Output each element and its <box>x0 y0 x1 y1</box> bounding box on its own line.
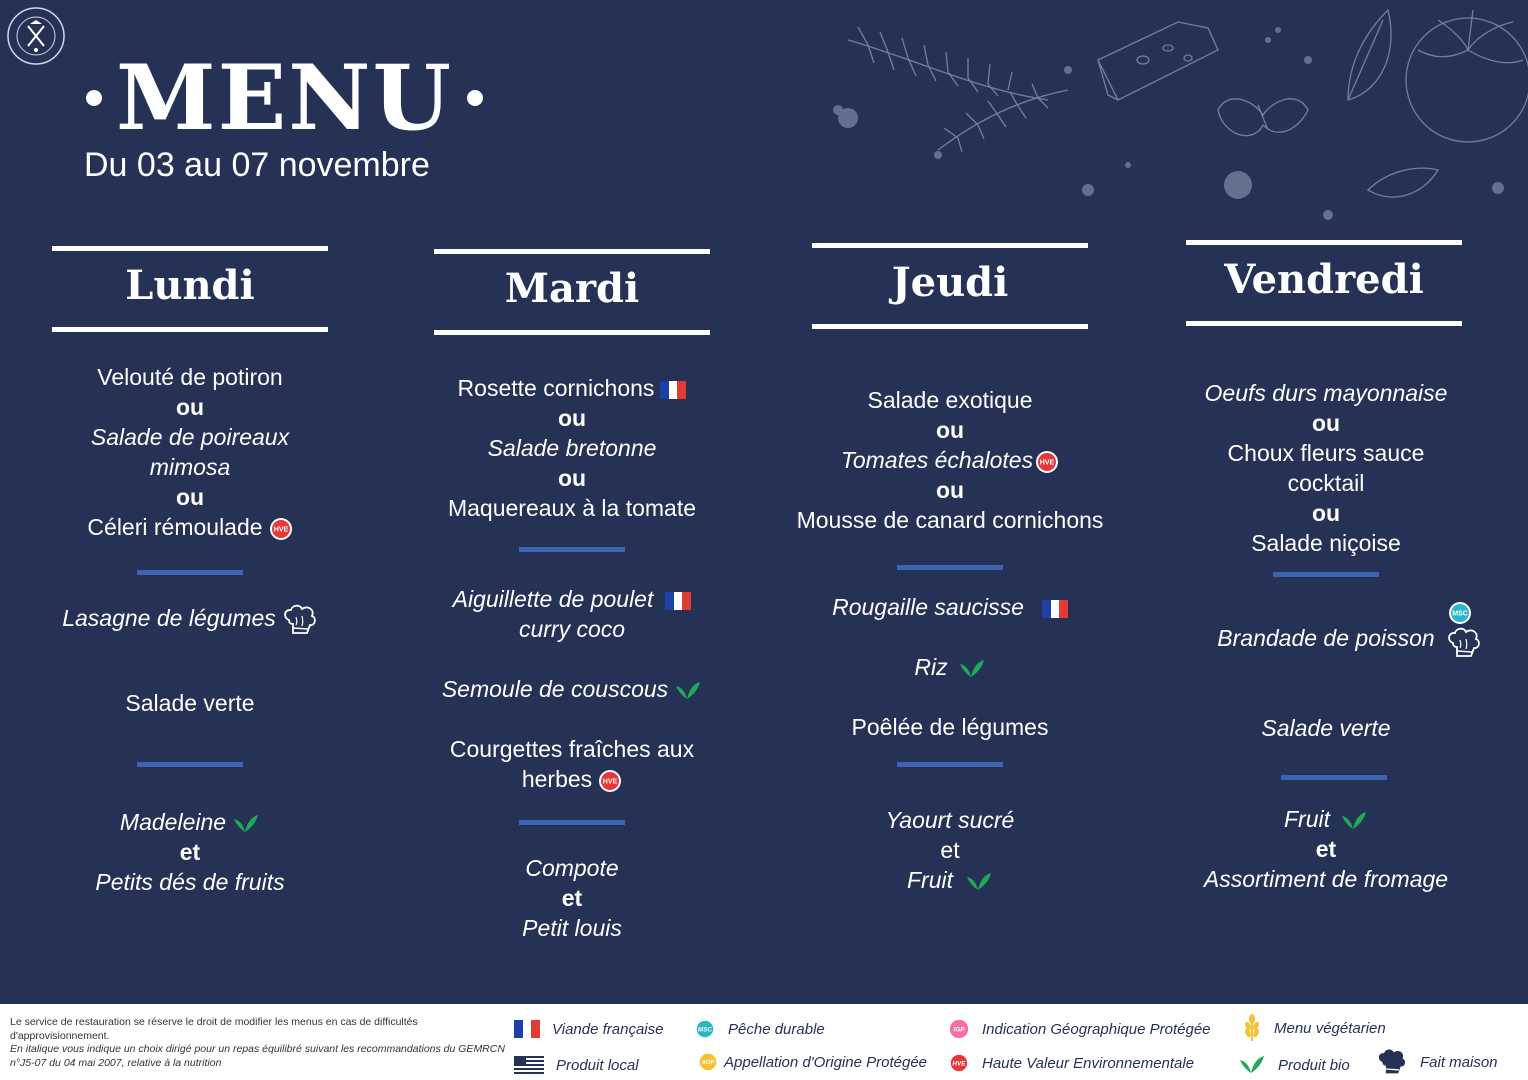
legend-peche-durable <box>694 1018 825 1040</box>
local-flag-icon <box>514 1056 544 1074</box>
menu-item: Rougaille saucisse <box>832 594 1024 620</box>
legend-label: Produit bio <box>1278 1056 1350 1074</box>
menu-item: Rosette cornichons <box>457 375 655 401</box>
header-bar-bottom <box>1186 321 1462 326</box>
or-label: ou <box>1311 410 1341 436</box>
day-column-jeudi <box>760 243 1140 895</box>
school-logo-icon <box>6 6 66 66</box>
and-label: et <box>1315 836 1337 862</box>
menu-item: Brandade de poisson <box>1217 625 1435 651</box>
legend-label: Produit local <box>556 1056 639 1074</box>
disclaimer-text: En italique vous indique un choix dirigé pour un repas équilibré suivant les recommandations du GEMRCN n°J5-07 du 04 mai 2007, relative à la nutrition <box>10 1043 505 1069</box>
header-bar-top <box>52 246 328 251</box>
legend-hve <box>948 1052 1194 1074</box>
header-bar-top <box>812 243 1088 248</box>
menu-item: Salade verte <box>125 689 255 716</box>
hve-badge-icon <box>598 769 622 793</box>
plat-section <box>1136 623 1516 743</box>
day-column-vendredi <box>1136 240 1516 894</box>
menu-item: Salade de poireaux <box>90 424 290 450</box>
plat-section <box>382 584 762 794</box>
menu-item: Salade exotique <box>867 387 1033 413</box>
day-header-vendredi <box>1186 240 1462 326</box>
plat-section <box>760 592 1140 742</box>
french-flag-icon <box>514 1020 540 1038</box>
legend-label: Viande française <box>552 1020 664 1038</box>
legend-fait-maison <box>1376 1048 1498 1076</box>
menu-item: Oeufs durs mayonnaise <box>1204 380 1448 406</box>
bio-leaf-icon <box>958 658 986 680</box>
and-label: et <box>561 885 583 911</box>
dessert-section <box>0 807 380 897</box>
menu-item: Velouté de potiron <box>97 364 283 390</box>
legend-viande-francaise <box>514 1020 663 1038</box>
day-column-lundi <box>0 246 380 897</box>
dessert-section <box>1136 804 1516 894</box>
fait-maison-icon <box>1446 627 1482 659</box>
day-header-mardi <box>434 249 710 335</box>
entree-section <box>0 362 380 542</box>
menu-item: Riz <box>914 654 948 680</box>
menu-title-block <box>72 45 497 151</box>
or-label: ou <box>175 484 205 510</box>
legend-label: Menu végétarien <box>1274 1019 1386 1037</box>
msc-badge-icon <box>1448 601 1472 625</box>
menu-item-row <box>382 674 762 704</box>
entree-section <box>382 373 762 523</box>
menu-item: herbes <box>521 766 593 792</box>
section-separator <box>1281 775 1387 780</box>
legend-label: Haute Valeur Environnementale <box>982 1054 1195 1072</box>
legend-footer <box>0 1004 1528 1080</box>
menu-item-row <box>760 592 1140 622</box>
header-bar-bottom <box>812 324 1088 329</box>
or-label: ou <box>175 394 205 420</box>
menu-item: mimosa <box>149 454 231 480</box>
menu-item: Madeleine <box>119 808 227 835</box>
entree-section <box>760 385 1140 535</box>
legend-vegetarien <box>1242 1014 1386 1042</box>
legend-bio <box>1238 1054 1350 1076</box>
entree-section <box>1136 378 1516 558</box>
bio-leaf-icon <box>965 871 993 893</box>
and-label: et <box>179 838 201 865</box>
header-bar-top <box>1186 240 1462 245</box>
section-separator <box>1273 572 1379 577</box>
section-separator <box>137 762 243 767</box>
dessert-section <box>760 805 1140 895</box>
menu-item-row <box>382 584 762 614</box>
and-label: et <box>940 837 960 863</box>
dessert-section <box>382 853 762 943</box>
menu-item-row <box>760 445 1140 475</box>
legend-label: Pêche durable <box>728 1020 825 1038</box>
menu-item: curry coco <box>518 616 626 642</box>
menu-item-row <box>760 865 1140 895</box>
menu-item: Courgettes fraîches aux <box>449 736 695 762</box>
legend-label: Appellation d'Origine Protégée <box>724 1053 927 1071</box>
legend-aop <box>698 1052 927 1072</box>
day-name: Jeudi <box>891 259 1009 306</box>
igp-badge-icon <box>948 1018 970 1040</box>
menu-item: Céleri rémoulade <box>87 514 263 540</box>
hve-badge-icon <box>1035 450 1059 474</box>
day-column-mardi <box>382 249 762 943</box>
menu-item-row <box>0 807 380 837</box>
food-illustration-icon <box>808 0 1528 230</box>
title-dot-right <box>467 90 483 106</box>
menu-item: Fruit <box>1284 806 1330 832</box>
fait-maison-icon <box>1376 1048 1408 1076</box>
menu-item-row <box>0 512 380 542</box>
menu-item: Semoule de couscous <box>441 676 669 702</box>
or-label: ou <box>935 417 965 443</box>
section-separator <box>897 565 1003 570</box>
or-label: ou <box>557 465 587 491</box>
bio-leaf-icon <box>1340 810 1368 832</box>
legend-produit-local <box>514 1056 639 1074</box>
menu-item: Compote <box>525 855 619 881</box>
page-title <box>72 45 497 151</box>
menu-item: Mousse de canard cornichons <box>796 507 1104 533</box>
menu-item: Choux fleurs sauce <box>1227 440 1425 466</box>
fait-maison-icon <box>282 604 318 636</box>
or-label: ou <box>935 477 965 503</box>
bio-leaf-icon <box>1238 1054 1266 1076</box>
menu-item: Salade bretonne <box>487 435 657 461</box>
section-separator <box>137 570 243 575</box>
header-bar-bottom <box>52 327 328 332</box>
menu-item: Petits dés de fruits <box>95 868 285 895</box>
menu-item: Assortiment de fromage <box>1203 866 1449 892</box>
wheat-icon <box>1242 1014 1262 1042</box>
day-name: Vendredi <box>1224 256 1424 303</box>
disclaimer <box>10 1016 510 1070</box>
day-name: Lundi <box>125 262 255 309</box>
menu-item: Salade niçoise <box>1251 530 1401 556</box>
menu-item: Salade verte <box>1261 715 1391 741</box>
french-flag-icon <box>660 381 686 399</box>
menu-item-row <box>760 652 1140 682</box>
title-text: MENU <box>116 45 453 151</box>
menu-item: Lasagne de légumes <box>62 605 276 631</box>
section-separator <box>897 762 1003 767</box>
msc-badge-icon <box>694 1018 716 1040</box>
or-label: ou <box>557 405 587 431</box>
legend-label: Fait maison <box>1420 1053 1498 1071</box>
menu-item: Tomates échalotes <box>840 447 1034 473</box>
menu-item: Yaourt sucré <box>885 807 1015 833</box>
or-label: ou <box>1311 500 1341 526</box>
day-name: Mardi <box>504 265 640 312</box>
day-header-jeudi <box>812 243 1088 329</box>
day-header-lundi <box>52 246 328 332</box>
menu-item: Fruit <box>907 867 953 893</box>
menu-item-row <box>382 764 762 794</box>
hve-badge-icon <box>269 517 293 541</box>
menu-item: Poêlée de légumes <box>851 714 1049 740</box>
date-range: Du 03 au 07 novembre <box>84 146 430 184</box>
menu-item-row <box>1136 804 1516 834</box>
legend-igp <box>948 1018 1211 1040</box>
menu-item-row <box>382 373 762 403</box>
french-flag-icon <box>665 592 691 610</box>
legend-label: Indication Géographique Protégée <box>982 1020 1211 1038</box>
disclaimer-text: Le service de restauration se réserve le droit de modifier les menus en cas de difficultés d'approvisionnement. <box>10 1016 418 1042</box>
bio-leaf-icon <box>674 680 702 702</box>
bio-leaf-icon <box>232 813 260 835</box>
header-bar-bottom <box>434 330 710 335</box>
header-bar-top <box>434 249 710 254</box>
menu-item-row <box>0 603 380 636</box>
section-separator <box>519 547 625 552</box>
menu-item: cocktail <box>1287 470 1365 496</box>
menu-item: Petit louis <box>522 915 622 941</box>
menu-item: Aiguillette de poulet <box>452 586 654 612</box>
aop-badge-icon <box>698 1052 718 1072</box>
plat-section <box>0 603 380 718</box>
menu-item: Maquereaux à la tomate <box>447 495 697 521</box>
hve-badge-icon <box>948 1052 970 1074</box>
section-separator <box>519 820 625 825</box>
title-dot-left <box>86 90 102 106</box>
french-flag-icon <box>1042 600 1068 618</box>
